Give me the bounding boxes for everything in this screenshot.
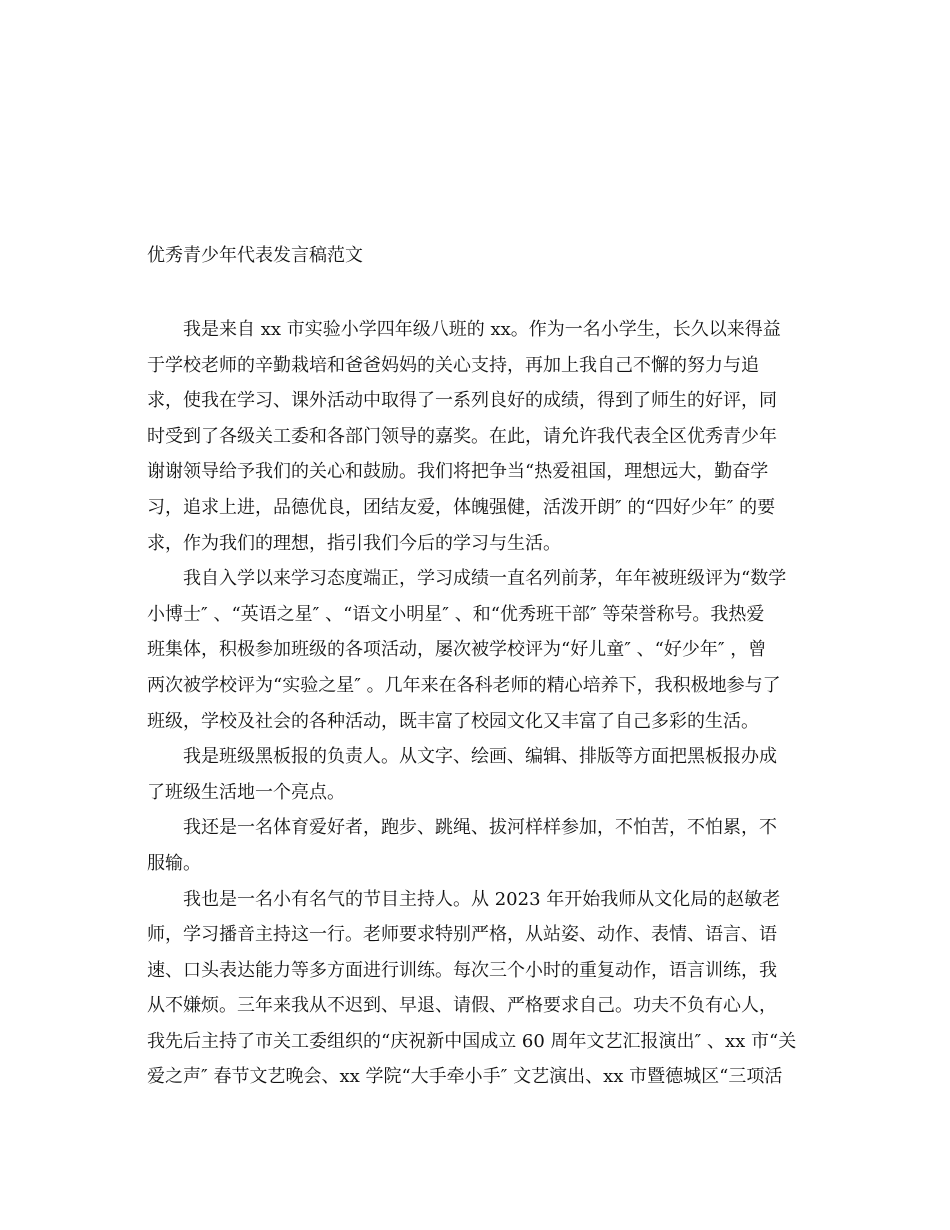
text-line: 了班级生活地一个亮点。 (147, 781, 345, 803)
text-line: 谢谢领导给予我们的关心和鼓励。我们将把争当“热爱祖国，理想远大，勤奋学 (147, 461, 769, 483)
text-line: 小博士″ 、“英语之星″ 、“语文小明星″ 、和“优秀班干部″ 等荣誉称号。我热爱 (147, 603, 765, 625)
text-line: 习，追求上进，品德优良，团结友爱，体魄强健，活泼开朗″ 的“四好少年″ 的要 (147, 496, 776, 518)
document-title: 优秀青少年代表发言稿范文 (147, 245, 363, 266)
text-line: 于学校老师的辛勤栽培和爸爸妈妈的关心支持，再加上我自己不懈的努力与追 (147, 354, 759, 376)
text-line: 班集体，积极参加班级的各项活动，屡次被学校评为“好儿童″ 、“好少年″ ，曾 (147, 639, 767, 661)
text-line: 我是班级黑板报的负责人。从文字、绘画、编辑、排版等方面把黑板报办成 (183, 746, 777, 768)
text-line: 求，使我在学习、课外活动中取得了一系列良好的成绩，得到了师生的好评，同 (147, 390, 777, 412)
text-line: 我自入学以来学习态度端正，学习成绩一直名列前茅，年年被班级评为“数学 (183, 568, 787, 590)
text-line: 求，作为我们的理想，指引我们今后的学习与生活。 (147, 532, 561, 554)
text-line: 我还是一名体育爱好者，跑步、跳绳、拔河样样参加，不怕苦，不怕累，不 (183, 817, 777, 839)
text-line: 师，学习播音主持这一行。老师要求特别严格，从站姿、动作、表情、语言、语 (147, 924, 777, 946)
text-line: 两次被学校评为“实验之星″ 。几年来在各科老师的精心培养下，我积极地参与了 (147, 674, 781, 696)
text-line: 班级，学校及社会的各种活动，既丰富了校园文化又丰富了自己多彩的生活。 (147, 710, 759, 732)
text-line: 服输。 (147, 852, 201, 874)
text-line: 我先后主持了市关工委组织的“庆祝新中国成立 60 周年文艺汇报演出″ 、xx 市“关 (147, 1030, 797, 1052)
text-line: 爱之声″ 春节文艺晚会、xx 学院“大手牵小手″ 文艺演出、xx 市暨德城区“三项活 (147, 1066, 783, 1088)
text-line: 速、口头表达能力等多方面进行训练。每次三个小时的重复动作，语言训练，我 (147, 959, 777, 981)
document-body (147, 312, 817, 1095)
text-line: 我也是一名小有名气的节目主持人。从 2023 年开始我师从文化局的赵敏老 (183, 888, 781, 910)
text-line: 从不嫌烦。三年来我从不迟到、早退、请假、严格要求自己。功夫不负有心人， (147, 995, 777, 1017)
text-line: 时受到了各级关工委和各部门领导的嘉奖。在此，请允许我代表全区优秀青少年 (147, 425, 777, 447)
text-line: 我是来自 xx 市实验小学四年级八班的 xx。作为一名小学生，长久以来得益 (183, 319, 781, 340)
